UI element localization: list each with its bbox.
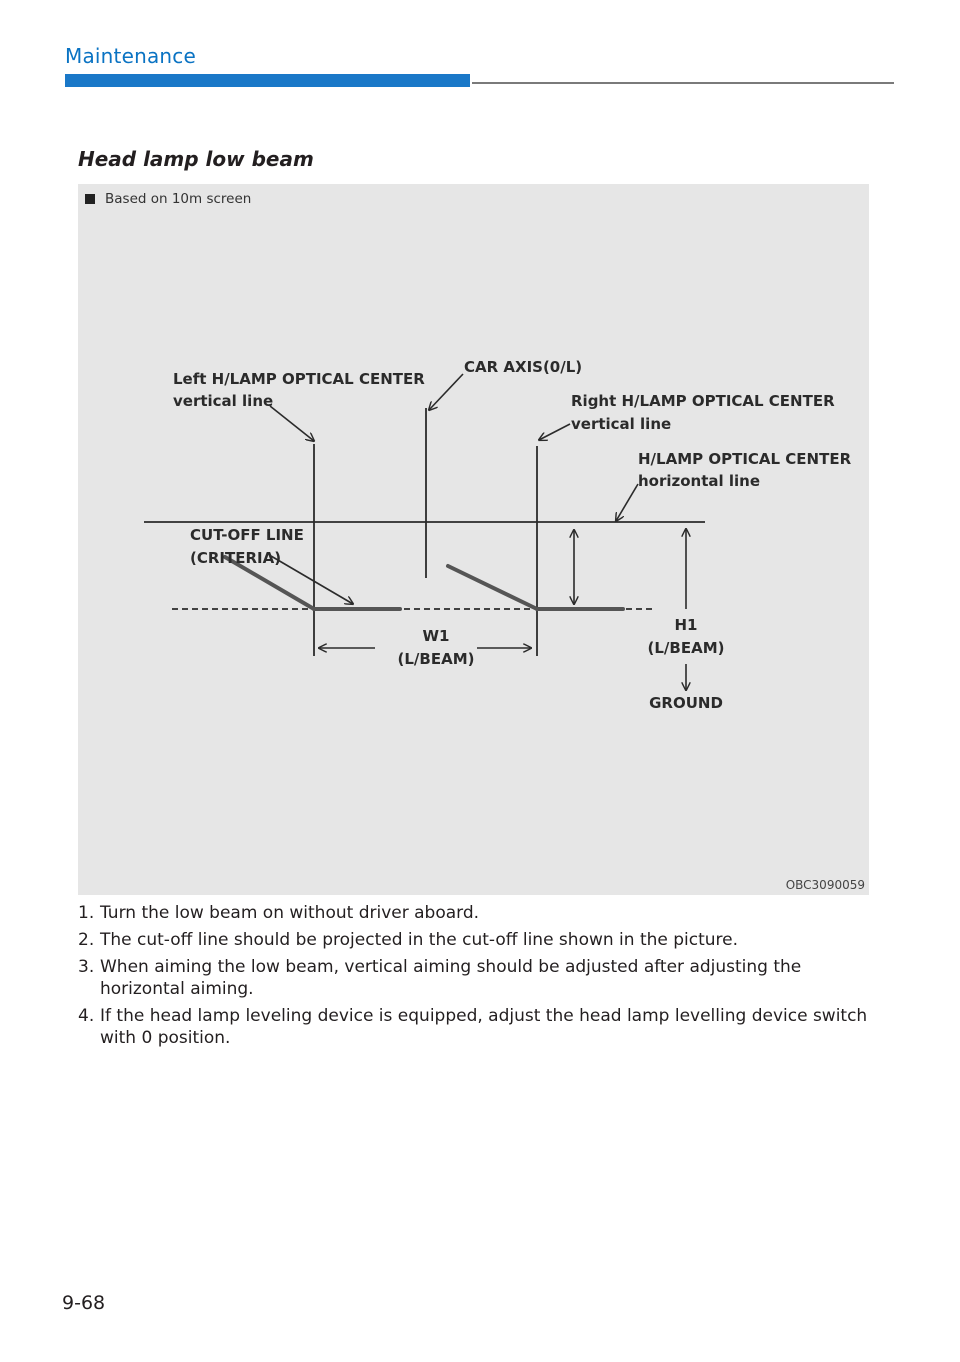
figure-code: OBC3090059 [785,878,865,892]
car-axis-label: CAR AXIS(0/L) [464,358,583,376]
cutoff-label-line2: (CRITERIA) [190,549,282,567]
step-number: 2. [78,930,95,950]
list-item [78,902,878,924]
step-text: The cut-off line should be projected in the cut-off line shown in the picture. [100,930,739,950]
step-text: Turn the low beam on without driver aboard. [100,903,480,923]
h1-label-line1: H1 [674,616,698,634]
right-center-label-line1: Right H/LAMP OPTICAL CENTER [571,392,835,410]
page-heading: Head lamp low beam [78,147,314,171]
right-center-leader [539,424,570,440]
step-number: 4. [78,1006,95,1026]
horizontal-line-leader [616,484,638,521]
list-item [78,956,878,1000]
cutoff-right-slope [448,566,537,609]
w1-label-line2: (L/BEAM) [397,650,475,668]
step-number: 3. [78,957,95,977]
step-text: When aiming the low beam, vertical aiming should be adjusted after adjusting the horizontal aiming. [100,957,802,999]
right-center-label-line2: vertical line [571,415,672,433]
cutoff-label-line1: CUT-OFF LINE [190,526,304,544]
left-center-label-line1: Left H/LAMP OPTICAL CENTER [173,370,425,388]
step-text: If the head lamp leveling device is equipped, adjust the head lamp levelling device switch with 0 position. [100,1006,868,1048]
procedure-steps [78,902,878,1054]
step-number: 1. [78,903,95,923]
h1-label-line2: (L/BEAM) [647,639,725,657]
horizontal-line-label-line1: H/LAMP OPTICAL CENTER [638,450,852,468]
header-rule-thin [472,82,894,84]
list-item [78,929,878,951]
ground-label: GROUND [649,694,723,712]
figure-note-text: Based on 10m screen [105,191,252,207]
headlamp-diagram-figure [78,184,869,895]
w1-label-line1: W1 [422,627,450,645]
headlamp-aiming-diagram [78,184,869,895]
car-axis-leader [429,374,463,410]
page-number: 9-68 [62,1292,106,1314]
list-item [78,1005,878,1049]
left-center-label-line2: vertical line [173,392,274,410]
cutoff-leader [271,556,353,604]
horizontal-line-label-line2: horizontal line [638,472,761,490]
header-rule-thick [65,74,470,87]
section-title: Maintenance [65,44,196,68]
left-center-leader [270,406,314,441]
